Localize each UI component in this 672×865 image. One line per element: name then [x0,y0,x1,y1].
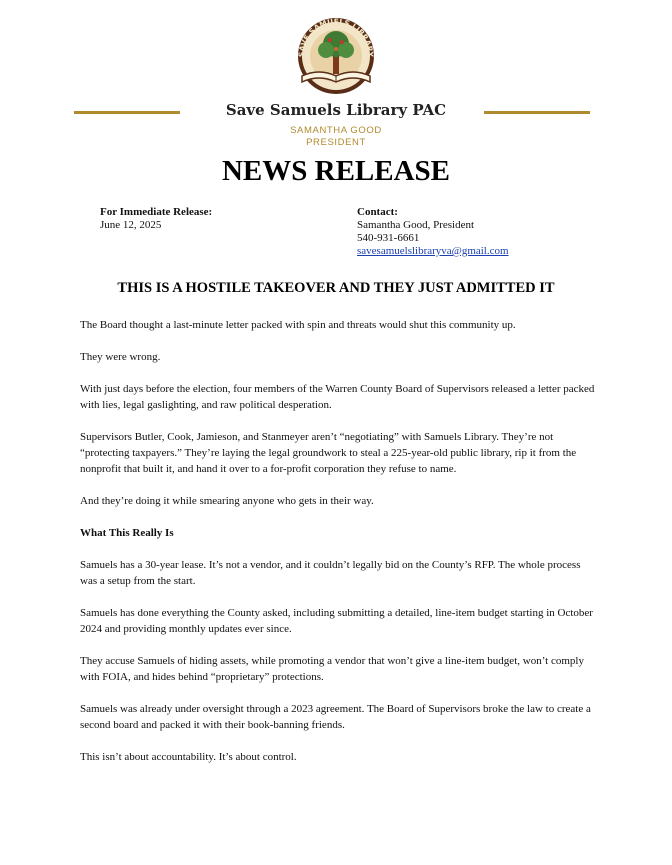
contact-label: Contact: [357,206,398,218]
release-date: June 12, 2025 [100,219,162,231]
paragraph: Supervisors Butler, Cook, Jamieson, and Stanmeyer aren’t “negotiating” with Samuels Library. They’re not “protecting taxpayers.” They’re laying the legal groundwork to steal a 225-year-old public library, rip it from the nonprofit that built it, and hand it over to a for-profit corporation they refuse to name. [80,431,577,475]
contact-phone: 540-931-6661 [357,232,420,244]
logo-text: SAVE SAMUELS LIBRARY [296,16,376,58]
paragraph: The Board thought a last-minute letter packed with spin and threats would shut this community up. [80,319,516,331]
paragraph: Samuels has done everything the County asked, including submitting a detailed, line-item budget starting in October 2024 and providing monthly updates ever since. [80,607,593,635]
release-info [100,206,212,232]
paragraph: Samuels has a 30-year lease. It’s not a vendor, and it couldn’t legally bid on the County’s RFP. The whole process was a setup from the start. [80,559,581,587]
contact-email-link[interactable]: savesamuelslibraryva@gmail.com [357,245,509,257]
section-heading: What This Really Is [80,527,174,539]
paragraph: They accuse Samuels of hiding assets, while promoting a vendor that won’t give a line-item budget, won’t comply with FOIA, and hides behind “proprietary” protections. [80,655,584,683]
news-release-heading: NEWS RELEASE [221,155,451,187]
org-name: Save Samuels Library PAC [225,101,447,119]
contact-name: Samantha Good, President [357,219,475,231]
library-logo [284,16,388,98]
paragraph: And they’re doing it while smearing anyone who gets in their way. [80,495,374,507]
paragraph: This isn’t about accountability. It’s about control. [80,751,297,763]
person-title: PRESIDENT [306,137,366,148]
paragraph: With just days before the election, four members of the Warren County Board of Supervisors released a letter packed with lies, legal gaslighting, and raw political desperation. [80,383,595,411]
article-title: THIS IS A HOSTILE TAKEOVER AND THEY JUST ADMITTED IT [117,280,555,296]
article-body [80,317,600,781]
contact-info [357,206,509,258]
paragraph: They were wrong. [80,351,161,363]
paragraph: Samuels was already under oversight through a 2023 agreement. The Board of Supervisors broke the law to create a second board and packed it with their book-banning friends. [80,703,591,731]
person-name: SAMANTHA GOOD [290,125,382,136]
release-label: For Immediate Release: [100,206,213,218]
